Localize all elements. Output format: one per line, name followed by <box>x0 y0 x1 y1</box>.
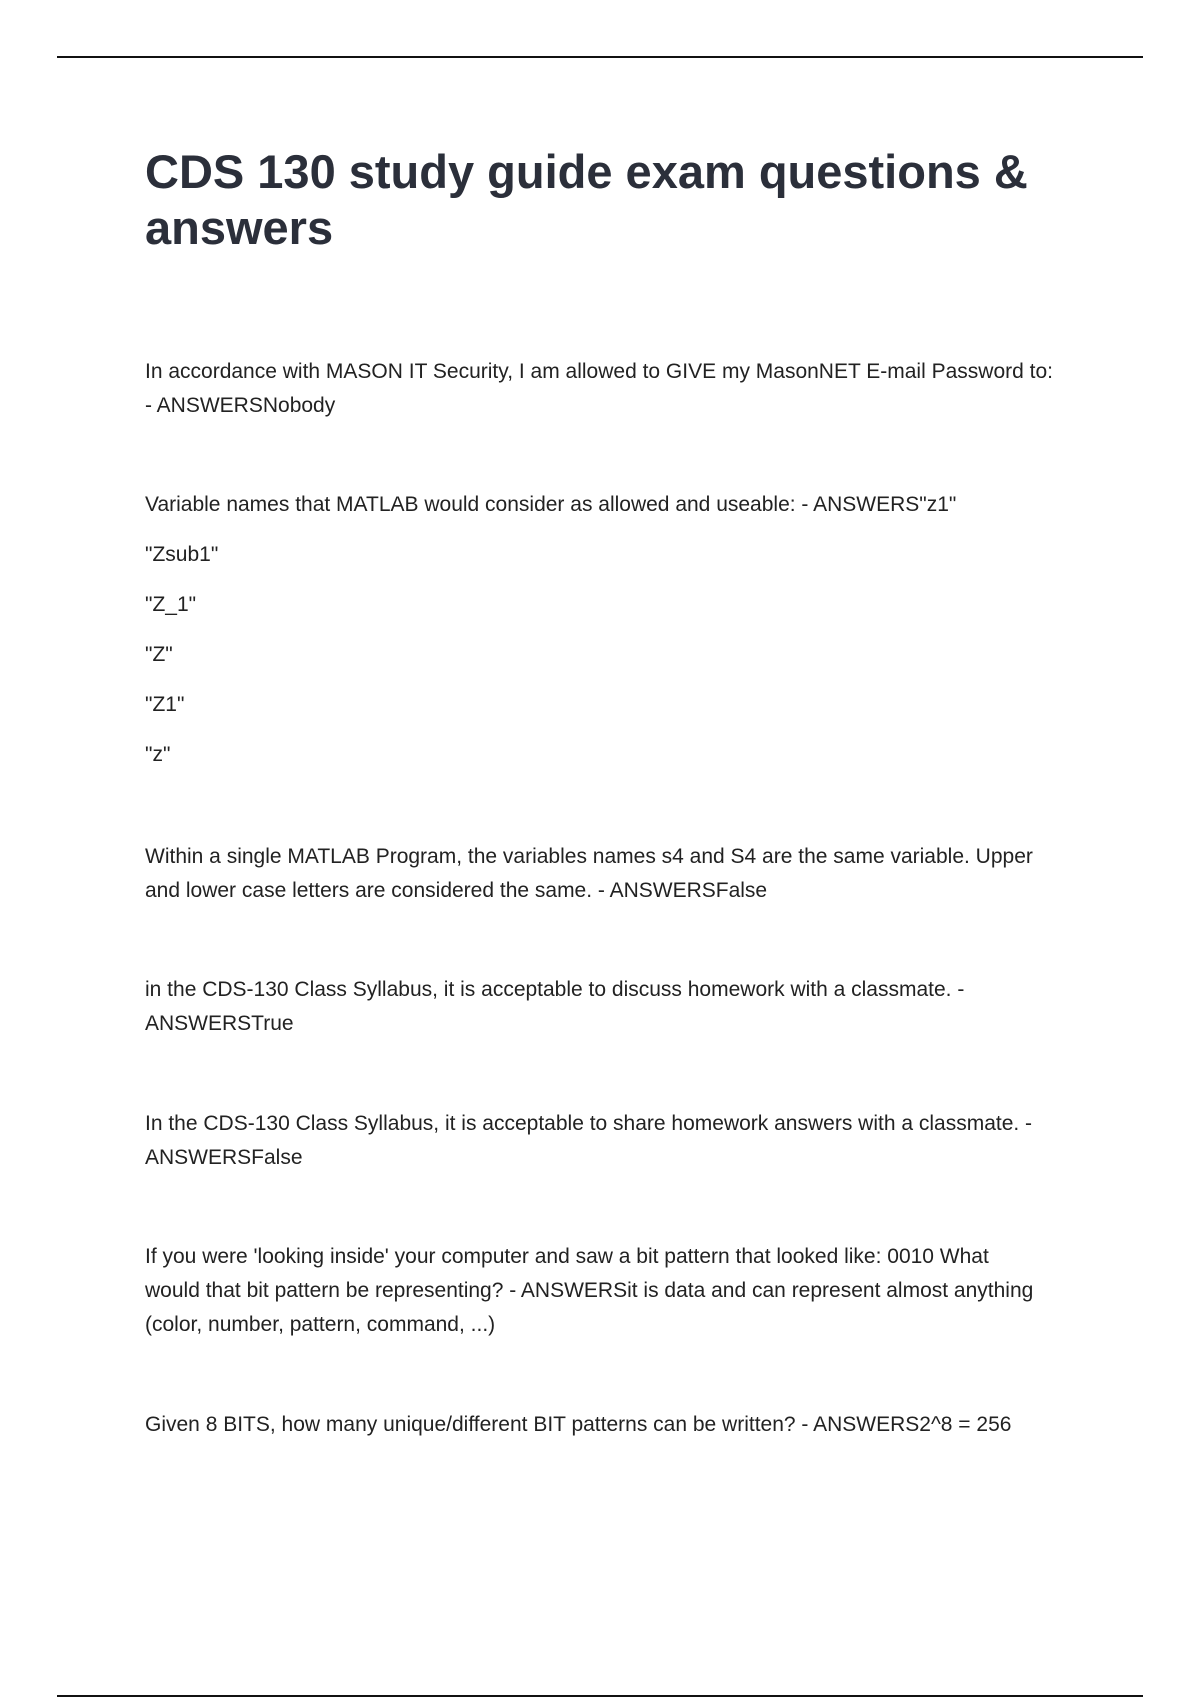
qa-line: In the CDS-130 Class Syllabus, it is acceptable to share homework answers with a classmate. - <box>145 1112 1033 1135</box>
qa-item-7 <box>145 1408 1090 1442</box>
qa-line: ANSWERSFalse <box>145 1146 303 1169</box>
bottom-rule <box>57 1695 1143 1697</box>
qa-line: in the CDS-130 Class Syllabus, it is acceptable to discuss homework with a classmate. - <box>145 978 965 1001</box>
qa-line: would that bit pattern be representing? - ANSWERSit is data and can represent almost anything <box>145 1279 1034 1302</box>
list-item: "Z_1" <box>145 593 197 616</box>
qa-line: - ANSWERSNobody <box>145 394 336 417</box>
qa-line: Given 8 BITS, how many unique/different BIT patterns can be written? - ANSWERS2^8 = 256 <box>145 1413 1012 1436</box>
qa-line: In accordance with MASON IT Security, I am allowed to GIVE my MasonNET E-mail Password to: <box>145 360 1053 383</box>
qa-item-3 <box>145 840 1090 908</box>
qa-line: Within a single MATLAB Program, the variables names s4 and S4 are the same variable. Upper <box>145 845 1033 868</box>
qa-item-6 <box>145 1240 1090 1342</box>
qa-line: Variable names that MATLAB would consider as allowed and useable: - ANSWERS"z1" <box>145 493 957 516</box>
qa-line: ANSWERSTrue <box>145 1012 294 1035</box>
qa-line: and lower case letters are considered the same. - ANSWERSFalse <box>145 879 768 902</box>
qa-item-1 <box>145 355 1090 423</box>
document-title: CDS 130 study guide exam questions & answers <box>145 145 1028 254</box>
list-item: "Z1" <box>145 693 185 716</box>
list-item: "Zsub1" <box>145 543 219 566</box>
list-item: "z" <box>145 743 171 766</box>
qa-item-4 <box>145 973 1090 1041</box>
list-item: "Z" <box>145 643 173 666</box>
qa-item-2 <box>145 488 1090 522</box>
qa-item-5 <box>145 1107 1090 1175</box>
qa-line: If you were 'looking inside' your computer and saw a bit pattern that looked like: 0010 What <box>145 1245 989 1268</box>
top-rule <box>57 56 1143 58</box>
qa-line: (color, number, pattern, command, ...) <box>145 1313 496 1336</box>
